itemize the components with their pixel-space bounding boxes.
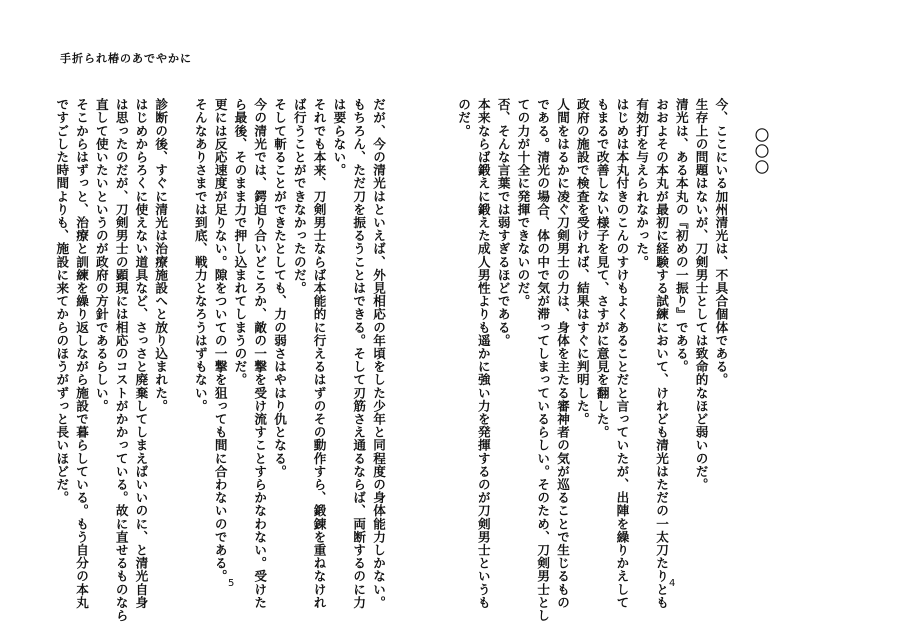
text-line: 有効打を与えられなかった。 <box>634 98 650 269</box>
text-line: 診断の後、すぐに清光は治療施設へと放り込まれた。 <box>153 98 169 413</box>
text-line: 直して使いたいというのが政府の方針であるらしい。 <box>93 98 109 413</box>
text-line: そんなありさまでは到底、戦力となろうはずもない。 <box>192 98 208 413</box>
text-line: 今の清光では、鍔迫り合いどころか、敵の一撃を受け流すことすらかなわない。受けた <box>252 98 268 609</box>
text-line: 生存上の問題はないが、刀剣男士としては致命的なほど弱いのだ。 <box>693 98 709 491</box>
text-line: ば行うことができなかったのだ。 <box>291 98 307 295</box>
text-line: は要らない。 <box>331 98 347 177</box>
text-line: ての力が十全に発揮できないのだ。 <box>515 98 531 308</box>
text-line: 今、ここにいる加州清光は、不具合個体である。 <box>713 98 729 387</box>
text-line: はじめからろくに使えない道具など、さっさと廃棄してしまえばいいのに、と清光自身 <box>133 98 149 609</box>
text-line: そこからはずっと、治療と訓練を繰り返しながら施設で暮らしている。もう自分の本丸 <box>74 98 90 609</box>
text-line: ですごした時間よりも、施設に来てからのほうがずっと長いほどだ。 <box>54 98 70 505</box>
text-line: 否、そんな言葉では弱すぎるほどである。 <box>495 98 511 347</box>
page-number-right: 4 <box>669 578 676 589</box>
text-line: のだ。 <box>456 98 472 138</box>
text-line: だが、今の清光はといえば、外見相応の年頃をした少年と同程度の身体能力しかない。 <box>371 98 386 609</box>
text-line: 清光は、ある本丸の『初めの一振り』である。 <box>673 98 689 374</box>
running-title: 手折られ椿のあでやかに <box>60 52 192 65</box>
text-line: もちろん、ただ刀を振るうことはできる。そして刃筋さえ通るならば、両断するのに力 <box>351 98 367 609</box>
right-page <box>450 0 900 641</box>
text-line: もまるで改善しない様子を見て、さすがに意見を翻した。 <box>594 98 610 439</box>
right-page-body <box>453 98 770 622</box>
text-line: ら最後、そのまま力で押し込まれてしまうのだ。 <box>232 98 248 387</box>
text-line <box>170 98 190 568</box>
text-line: はじめは本丸付きのこんのすけもよくあることだと言っていたが、出陣を繰りかえして <box>614 98 630 609</box>
text-line: は思ったのだが、刀剣男士の顕現には相応のコストがかかっている。故に直せるものなら <box>113 98 129 622</box>
section-mark: 〇〇〇 <box>753 128 769 176</box>
page-number-left: 5 <box>228 578 235 589</box>
text-line: 政府の施設で検査を受ければ、結果はすぐに判明した。 <box>574 98 590 426</box>
left-page-body <box>51 98 388 622</box>
text-line: 更には反応速度が足りない。隙をついての一撃を狙っても間に合わないのである。 <box>212 98 228 583</box>
text-line: そして斬ることができたとしても、力の弱さはやはり仇となる。 <box>272 98 288 478</box>
text-line: 人間をはるかに凌ぐ刀剣男士の力は、身体を主たる審神者の気が巡ることで生じるもの <box>555 98 571 609</box>
text-line: おおよその本丸が最初に経験する試練において、けれども清光はただの一太刀たりとも <box>654 98 670 609</box>
text-line: である。清光の場合、体の中で気が滞ってしまっているらしい。そのため、刀剣男士とし <box>535 98 551 622</box>
text-line: 本来ならば鍛えに鍛えた成人男性よりも遥かに強い力を発揮するのが刀剣男士というも <box>475 98 491 609</box>
text-line: それでも本来、刀剣男士ならば本能的に行えるはずのその動作すら、鍛錬を重ねなけれ <box>311 98 327 609</box>
